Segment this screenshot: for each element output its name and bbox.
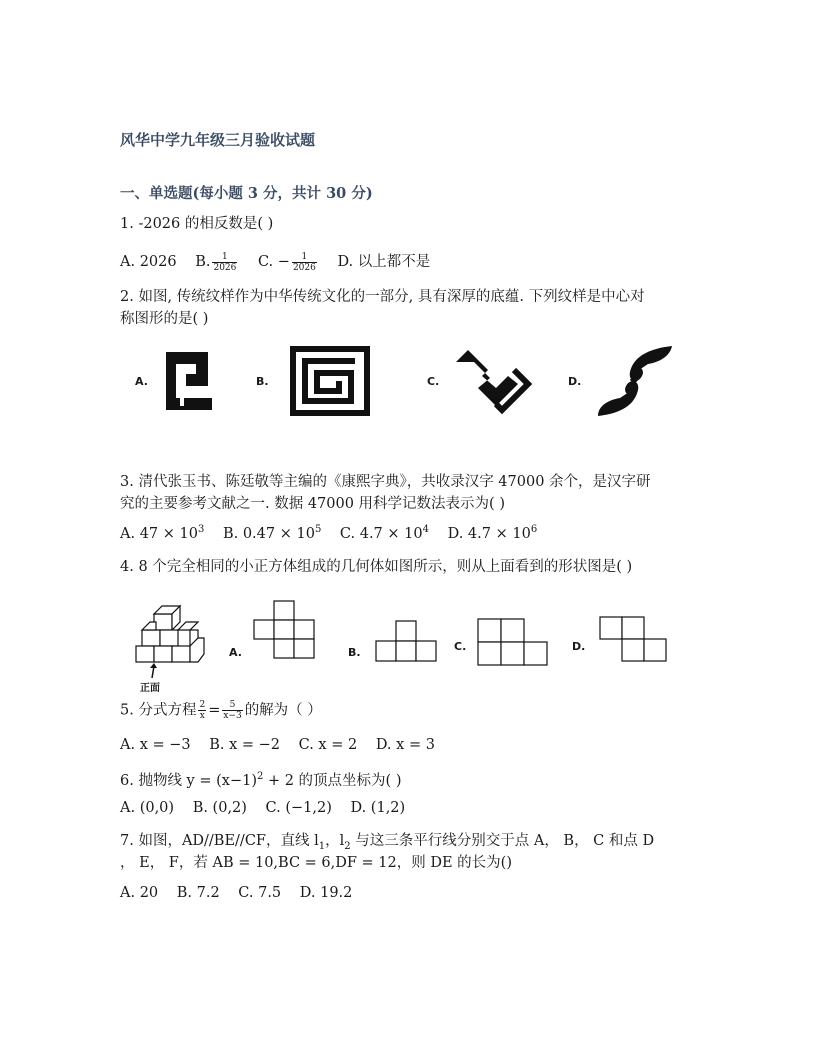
q5-option-c[interactable]: C. x = 2 <box>298 737 358 753</box>
question-7-options <box>120 885 366 901</box>
q4-label-b: B. <box>348 646 361 659</box>
pattern-a-figure[interactable] <box>160 346 220 416</box>
question-3-line-2: 究的主要参考文献之一. 数据 47000 用科学记数法表示为( ) <box>120 496 505 512</box>
question-5-options <box>120 737 449 753</box>
q3-option-a[interactable]: A. $47 \times 10^3$ <box>120 524 205 542</box>
q2-label-a: A. <box>135 375 148 388</box>
question-3-line-1: 3. 清代张玉书、陈廷敬等主编的《康熙字典》，共收录汉字 47000 余个，是汉字研 <box>120 474 651 490</box>
q1-option-d[interactable]: D. 以上都不是 <box>337 254 431 270</box>
q2-label-c: C. <box>427 375 440 388</box>
q6-option-d[interactable]: D. (1,2) <box>350 800 406 816</box>
q2-label-b: B. <box>256 375 269 388</box>
question-6-stem: 6. 抛物线 $y = (x-1)^2 + 2$ 的顶点坐标为( ) <box>120 771 402 789</box>
question-1-options <box>120 250 444 273</box>
q4-option-b-figure[interactable] <box>375 620 439 662</box>
front-view-label: 正面 <box>140 683 160 694</box>
question-2-line-1: 2. 如图, 传统纹样作为中华传统文化的一部分, 具有深厚的底蕴. 下列纹样是中心对 <box>120 289 645 305</box>
q5-option-d[interactable]: D. x = 3 <box>375 737 435 753</box>
q2-label-d: D. <box>568 375 582 388</box>
pattern-b-figure[interactable] <box>289 345 371 417</box>
question-4-stem: 4. 8 个完全相同的小正方体组成的几何体如图所示，则从上面看到的形状图是( ) <box>120 559 633 575</box>
question-7-line-2: ， E， F，若 AB = 10,BC = 6,DF = 12，则 DE 的长为() <box>120 855 512 871</box>
question-6-options <box>120 800 419 816</box>
q3-option-c[interactable]: C. $4.7 \times 10^4$ <box>339 524 429 542</box>
q5-option-a[interactable]: A. x = −3 <box>120 737 191 753</box>
question-2-line-2: 称图形的是( ) <box>120 311 209 327</box>
q7-option-c[interactable]: C. 7.5 <box>238 885 282 901</box>
question-7-line-1: 7. 如图，AD//BE//CF，直线 $l_1$，$l_2$ 与这三条平行线分别交于点 A， B， C 和点 D <box>120 833 655 852</box>
q6-option-c[interactable]: C. (−1,2) <box>265 800 332 816</box>
q3-option-d[interactable]: D. $4.7 \times 10^6$ <box>447 524 538 542</box>
q5-option-b[interactable]: B. x = −2 <box>209 737 281 753</box>
q6-option-a[interactable]: A. (0,0) <box>120 800 175 816</box>
pattern-d-figure[interactable] <box>594 342 674 420</box>
q1-option-a[interactable]: A. 2026 <box>120 254 177 270</box>
q1-option-c[interactable]: C. − $\frac{1}{2026}$ <box>257 251 316 273</box>
q4-label-a: A. <box>229 646 242 659</box>
question-3-options <box>120 524 551 542</box>
page-title: 风华中学九年级三月验收试题 <box>120 131 316 149</box>
q4-label-d: D. <box>572 640 586 653</box>
q1-option-b[interactable]: B. $\frac{1}{2026}$ <box>195 251 237 273</box>
q4-option-c-figure[interactable] <box>477 618 549 666</box>
question-1-stem: 1. -2026 的相反数是( ) <box>120 216 274 232</box>
q7-option-d[interactable]: D. 19.2 <box>299 885 353 901</box>
question-5-stem: 5. 分式方程 $\frac{2}{x}$ = $\frac{5}{x-3}$ 的解为（ ） <box>120 700 322 721</box>
section-heading: 一、单选题(每小题 3 分，共计 30 分) <box>120 185 373 202</box>
pattern-c-figure[interactable] <box>452 344 532 414</box>
q4-option-a-figure[interactable] <box>253 600 317 660</box>
q7-option-a[interactable]: A. 20 <box>120 885 159 901</box>
q4-option-d-figure[interactable] <box>599 616 669 662</box>
q4-label-c: C. <box>454 640 467 653</box>
q6-option-b[interactable]: B. (0,2) <box>192 800 247 816</box>
q7-option-b[interactable]: B. 7.2 <box>176 885 220 901</box>
q3-option-b[interactable]: B. $0.47 \times 10^5$ <box>222 524 322 542</box>
cube-solid-figure[interactable] <box>130 600 210 680</box>
